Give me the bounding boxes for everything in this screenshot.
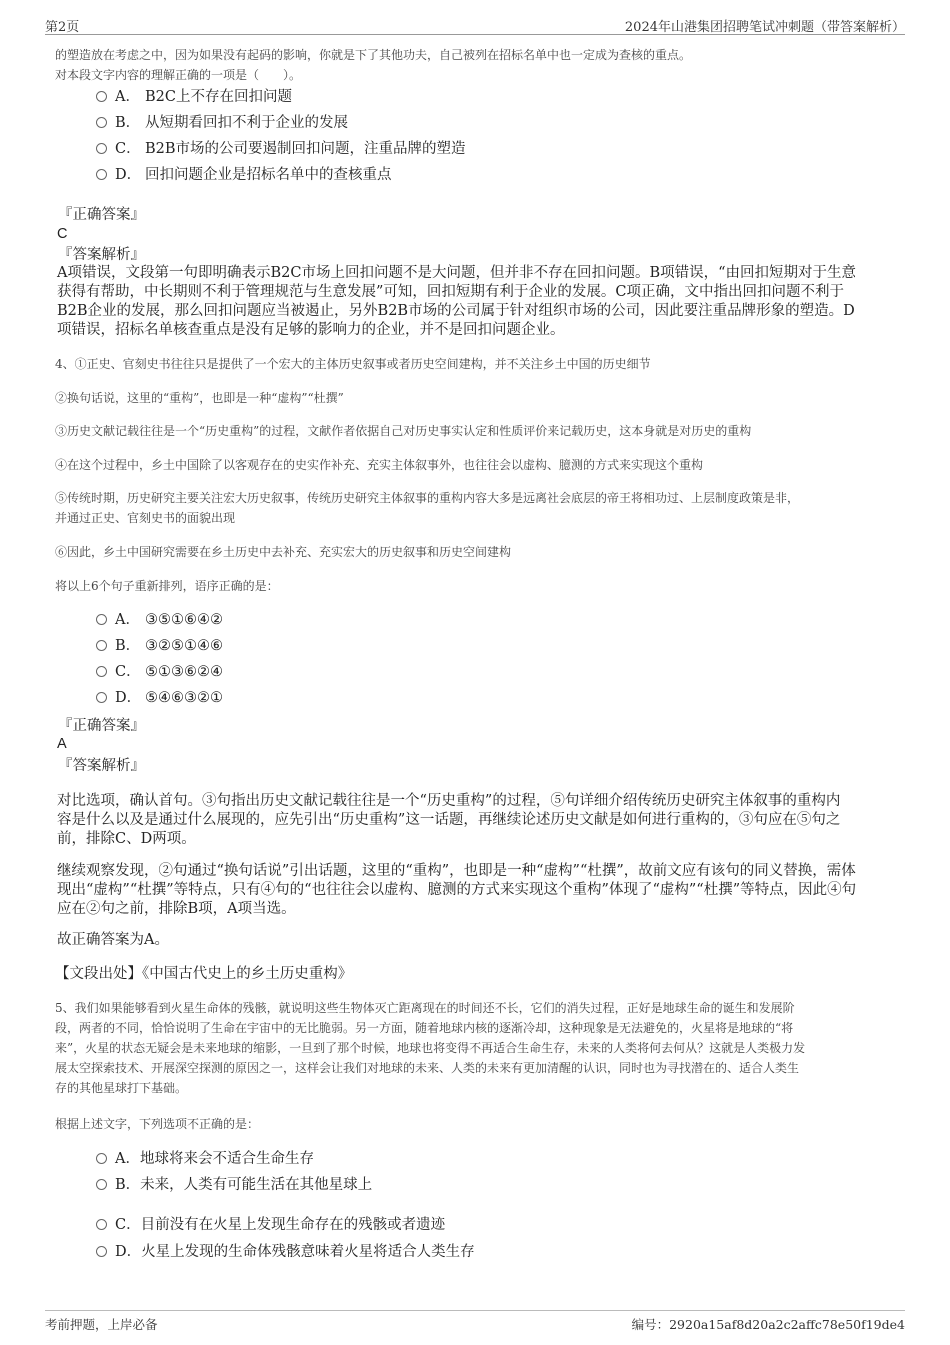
q4-source: 【文段出处】《中国古代史上的乡土历史重构》 xyxy=(55,966,353,982)
q4-sentence-1: 4、①正史、官刻史书往往只是提供了一个宏大的主体历史叙事或者历史空间建构，并不关注乡土中国的历史细节 xyxy=(55,357,651,371)
option-text: B2C上不存在回扣问题 xyxy=(145,89,292,105)
option-text: ③⑤①⑥④② xyxy=(145,612,223,628)
text-line: 并通过正史、官刻史书的面貌出现 xyxy=(55,511,236,525)
text-line: 对本段文字内容的理解正确的一项是（ ）。 xyxy=(55,68,302,82)
footer-slogan: 考前押题，上岸必备 xyxy=(45,1317,158,1332)
option-text: 从短期看回扣不利于企业的发展 xyxy=(145,115,348,131)
radio-icon[interactable] xyxy=(96,169,107,180)
option-letter: A． xyxy=(115,612,140,628)
q3-option-d[interactable] xyxy=(96,165,392,185)
text-line: A项错误，文段第一句即明确表示B2C市场上回扣问题不是大问题，但并非不存在回扣问题。B项错误，“由回扣短期对于生意 xyxy=(57,265,857,281)
q5-option-d[interactable] xyxy=(96,1242,475,1262)
text-line: 的塑造放在考虑之中，因为如果没有起码的影响，你就是下了其他功夫，自己被列在招标名单中也一定成为查核的重点。 xyxy=(55,48,692,62)
q3-analysis xyxy=(57,264,897,340)
radio-icon[interactable] xyxy=(96,143,107,154)
page-number: 第2页 xyxy=(45,20,80,35)
q3-option-c[interactable] xyxy=(96,139,466,159)
q4-option-a[interactable] xyxy=(96,610,223,630)
radio-icon[interactable] xyxy=(96,117,107,128)
text-line: 应在②句之前，排除B项，A项当选。 xyxy=(57,901,296,917)
text-line: 5、我们如果能够看到火星生命体的残骸，就说明这些生物体灭亡距离现在的时间还不长，它们的消失过程，正好是地球生命的诞生和发展阶 xyxy=(55,1001,795,1015)
q5-option-b[interactable] xyxy=(96,1175,372,1195)
option-text: 地球将来会不适合生命生存 xyxy=(139,1151,314,1167)
radio-icon[interactable] xyxy=(96,614,107,625)
q4-option-d[interactable] xyxy=(96,688,223,708)
option-text: B2B市场的公司要遏制回扣问题，注重品牌的塑造 xyxy=(145,141,466,157)
text-line: 项错误，招标名单核查重点是没有足够的影响力的企业，并不是回扣问题企业。 xyxy=(57,322,565,338)
q4-sentence-5 xyxy=(55,488,895,528)
option-letter: B． xyxy=(115,638,141,654)
text-line: 继续观察发现，②句通过“换句话说”引出话题，这里的“重构”，也即是一种“虚构”“杜撰”，故前文应有该句的同义替换，需体 xyxy=(57,863,856,879)
radio-icon[interactable] xyxy=(96,1246,107,1257)
q4-option-c[interactable] xyxy=(96,662,223,682)
q4-analysis-paragraph-1 xyxy=(57,792,897,849)
radio-icon[interactable] xyxy=(96,1153,107,1164)
q4-sentence-4: ④在这个过程中，乡土中国除了以客观存在的史实作补充、充实主体叙事外，也往往会以虚构、臆测的方式来实现这个重构 xyxy=(55,458,704,472)
document-title: 2024年山港集团招聘笔试冲刺题（带答案解析） xyxy=(624,20,905,35)
option-letter: C． xyxy=(115,1217,141,1233)
text-line: 对比选项，确认首句。③句指出历史文献记载往往是一个“历史重构”的过程，⑤句详细介绍传统历史研究主体叙事的重构内 xyxy=(57,793,841,809)
page-header xyxy=(45,14,905,35)
option-text: 未来，人类有可能生活在其他星球上 xyxy=(140,1177,373,1193)
q5-passage xyxy=(55,998,895,1098)
q3-option-b[interactable] xyxy=(96,113,348,133)
option-text: 目前没有在火星上发现生命存在的残骸或者遗迹 xyxy=(140,1217,446,1233)
q4-sentence-6: ⑥因此，乡土中国研究需要在乡土历史中去补充、充实宏大的历史叙事和历史空间建构 xyxy=(55,545,512,559)
radio-icon[interactable] xyxy=(96,692,107,703)
analysis-label: 『答案解析』 xyxy=(58,247,145,263)
option-text: ⑤④⑥③②① xyxy=(145,690,223,706)
q4-analysis-paragraph-2 xyxy=(57,862,897,919)
correct-answer: A xyxy=(57,736,67,752)
radio-icon[interactable] xyxy=(96,640,107,651)
option-letter: B． xyxy=(115,1177,141,1193)
document-code: 编号：2920a15af8d20a2c2affc78e50f19de4 xyxy=(631,1317,905,1332)
q5-option-c[interactable] xyxy=(96,1215,445,1235)
option-letter: C． xyxy=(115,141,141,157)
radio-icon[interactable] xyxy=(96,666,107,677)
option-letter: A． xyxy=(115,89,140,105)
text-line: B2B企业的发展，那么回扣问题应当被遏止，另外B2B市场的公司属于针对组织市场的公司，因此要注重品牌形象的塑造。D xyxy=(57,303,855,319)
option-text: 火星上发现的生命体残骸意味着火星将适合人类生存 xyxy=(141,1244,475,1260)
q3-option-a[interactable] xyxy=(96,87,292,107)
radio-icon[interactable] xyxy=(96,1179,107,1190)
text-line: 段，两者的不同，恰恰说明了生命在宇宙中的无比脆弱。另一方面，随着地球内核的逐渐冷却，这种现象是无法避免的，火星将是地球的“将 xyxy=(55,1021,794,1035)
q4-option-b[interactable] xyxy=(96,636,223,656)
text-line: 来”，火星的状态无疑会是未来地球的缩影，一旦到了那个时候，地球也将变得不再适合生命生存，未来的人类将何去何从？这就是人类极力发 xyxy=(55,1041,806,1055)
text-line: 前，排除C、D两项。 xyxy=(57,831,196,847)
text-line: 现出“虚构”“杜撰”等特点，只有④句的“也往往会以虚构、臆测的方式来实现这个重构”体现了“虚构”“杜撰”等特点，因此④句 xyxy=(57,882,857,898)
q5-option-a[interactable] xyxy=(96,1149,314,1169)
option-letter: B． xyxy=(115,115,141,131)
answer-label: 『正确答案』 xyxy=(58,718,145,734)
option-letter: D． xyxy=(115,690,142,706)
radio-icon[interactable] xyxy=(96,1219,107,1230)
text-line: 存的其他星球打下基础。 xyxy=(55,1081,188,1095)
option-letter: D． xyxy=(115,1244,142,1260)
option-text: ⑤①③⑥②④ xyxy=(145,664,223,680)
text-line: 容是什么以及是通过什么展现的，应先引出“历史重构”这一话题，再继续论述历史文献是如何进行重构的，③句应在⑤句之 xyxy=(57,812,841,828)
text-line: 获得有帮助，中长期则不利于管理规范与生意发展”可知，回扣短期有利于企业的发展。C项正确，文中指出回扣问题不利于 xyxy=(57,284,845,300)
q4-sentence-3: ③历史文献记载往往是一个“历史重构”的过程，文献作者依据自己对历史事实认定和性质评价来记载历史，这本身就是对历史的重构 xyxy=(55,424,752,438)
q3-stem-continuation xyxy=(55,45,895,85)
option-letter: A． xyxy=(115,1151,140,1167)
answer-label: 『正确答案』 xyxy=(58,207,145,223)
q5-question: 根据上述文字，下列选项不正确的是： xyxy=(55,1117,260,1131)
text-line: ⑤传统时期，历史研究主要关注宏大历史叙事，传统历史研究主体叙事的重构内容大多是远离社会底层的帝王将相功过、上层制度政策是非， xyxy=(55,491,800,505)
correct-answer: C xyxy=(57,226,68,242)
q4-analysis-conclusion: 故正确答案为A。 xyxy=(57,932,169,948)
q4-sentence-2: ②换句话说，这里的“重构”，也即是一种“虚构”“杜撰” xyxy=(55,391,344,405)
option-text: 回扣问题企业是招标名单中的查核重点 xyxy=(145,167,392,183)
option-text: ③②⑤①④⑥ xyxy=(145,638,223,654)
text-line: 展太空探索技术、开展深空探测的原因之一，这样会让我们对地球的未来、人类的未来有更加清醒的认识，同时也为寻找潜在的、适合人类生 xyxy=(55,1061,800,1075)
page-footer xyxy=(45,1310,905,1335)
radio-icon[interactable] xyxy=(96,91,107,102)
option-letter: D． xyxy=(115,167,142,183)
option-letter: C． xyxy=(115,664,141,680)
analysis-label: 『答案解析』 xyxy=(58,758,145,774)
q4-question: 将以上6个句子重新排列，语序正确的是： xyxy=(55,579,279,593)
